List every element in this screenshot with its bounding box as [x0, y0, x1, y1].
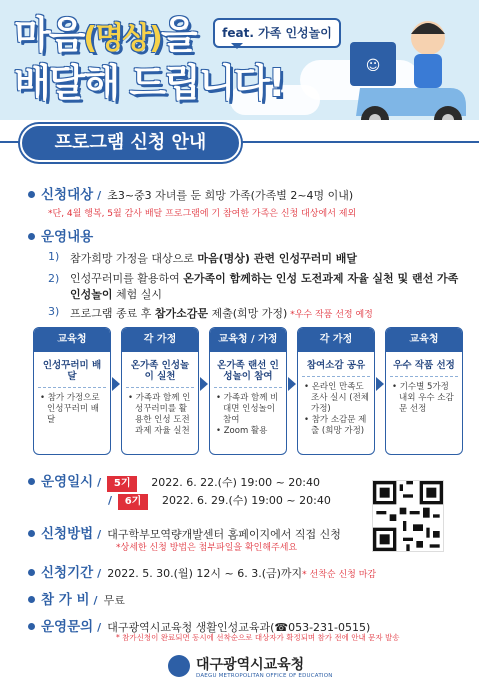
step-head: 교육청 — [386, 328, 462, 352]
qr-code[interactable] — [372, 480, 444, 552]
contents-item-2 — [48, 271, 468, 303]
schedule-row — [108, 492, 331, 510]
apply-target-note: *단, 4월 행복, 5월 감사 배달 프로그램에 기 참여한 가족은 신청 대상에서 제외 — [48, 209, 357, 219]
step-title: 인성꾸러미 배달 — [38, 352, 106, 388]
schedule-label: 운영일시 — [41, 474, 94, 490]
step-body-line: • 가족과 함께 비대면 인성놀이 참여 — [216, 393, 279, 425]
cohort-tag: 5기 — [107, 476, 137, 492]
bullet-icon — [28, 233, 35, 240]
fee-label: 참 가 비 — [41, 592, 90, 608]
step-body — [122, 388, 198, 437]
contents-row — [28, 225, 97, 245]
step-card-5 — [385, 327, 463, 455]
contents-item-1 — [48, 250, 448, 266]
step-head: 각 가정 — [122, 328, 198, 352]
bullet-icon — [28, 596, 35, 603]
step-body-line: • 기수별 5가정 내외 우수 소감문 선정 — [392, 382, 454, 414]
step-title: 우수 작품 선정 — [390, 352, 458, 377]
education-office-logo-icon — [168, 655, 190, 677]
cohort-tag: 6기 — [118, 494, 148, 510]
process-steps — [33, 327, 473, 455]
step-head: 교육청 — [34, 328, 110, 352]
item-text: 인성꾸러미를 활용하여 — [70, 272, 184, 285]
item-text: 프로그램 종료 후 — [70, 307, 155, 320]
item-number: 2) — [48, 272, 60, 285]
period-row — [28, 561, 376, 581]
step-title: 참여소감 공유 — [302, 352, 370, 377]
step-head: 교육청 / 가정 — [210, 328, 286, 352]
arrow-right-icon — [200, 377, 208, 391]
method-text: 대구학부모역량개발센터 홈페이지에서 직접 신청 — [107, 528, 341, 541]
item-bold-text: 온가족이 함께하는 인성 도전과제 자율 실천 및 랜선 가족 인성놀이 — [70, 272, 459, 301]
banner-title: 프로그램 신청 안내 — [54, 132, 207, 153]
bullet-icon — [28, 569, 35, 576]
step-body-line: • Zoom 활용 — [216, 426, 268, 436]
footer-org-english: DAEGU METROPOLITAN OFFICE OF EDUCATION — [196, 673, 333, 679]
period-note: * 선착순 신청 마감 — [302, 570, 377, 580]
period-text: 2022. 5. 30.(월) 12시 ~ 6. 3.(금)까지 — [107, 567, 303, 580]
method-note: *상세한 신청 방법은 첨부파일을 확인해주세요 — [116, 543, 298, 553]
period-label: 신청기간 — [41, 565, 94, 581]
separator: / — [97, 567, 102, 580]
section-banner — [20, 124, 241, 162]
method-row — [28, 522, 341, 542]
contents-label: 운영내용 — [41, 229, 94, 245]
item-text: 제출(희망 가정) — [208, 307, 288, 320]
step-body — [386, 377, 462, 415]
feat-speech-bubble: feat. 가족 인성놀이 — [213, 18, 341, 48]
item-number: 1) — [48, 250, 60, 263]
method-label: 신청방법 — [41, 526, 94, 542]
bullet-icon — [28, 623, 35, 630]
bullet-icon — [28, 191, 35, 198]
svg-text:☺: ☺ — [365, 58, 381, 74]
fee-row — [28, 588, 125, 608]
item-number: 3) — [48, 305, 60, 318]
footer-org-name: 대구광역시교육청 — [196, 657, 305, 673]
schedule-time: 2022. 6. 29.(수) 19:00 ~ 20:40 — [162, 494, 331, 507]
delivery-scooter-illustration — [340, 8, 479, 120]
step-body-line: • 참가 가정으로 인성꾸러미 배달 — [40, 393, 100, 425]
step-card-1 — [33, 327, 111, 455]
separator: / — [97, 189, 102, 202]
step-body — [298, 377, 374, 437]
hero-title-line2: 배달해 드립니다! — [14, 61, 284, 105]
arrow-right-icon — [112, 377, 120, 391]
schedule-time: 2022. 6. 22.(수) 19:00 ~ 20:40 — [151, 476, 320, 489]
schedule-row — [28, 470, 320, 492]
item-text: 체험 실시 — [112, 288, 163, 301]
step-title: 온가족 랜선 인성놀이 참여 — [214, 352, 282, 388]
fee-text: 무료 — [103, 594, 125, 607]
hero-title-line1: 마음(명상)을 — [14, 13, 196, 57]
step-card-4 — [297, 327, 375, 455]
separator: / — [97, 476, 102, 489]
contact-label: 운영문의 — [41, 619, 94, 635]
item-bold-text: 마음(명상) 관련 인성꾸러미 배달 — [197, 252, 358, 265]
hero-banner — [0, 0, 479, 120]
contact-note: * 참가신청이 완료되면 동시에 선착순으로 대상자가 확정되며 참가 전에 안내 문자 발송 — [116, 633, 400, 642]
apply-target-row — [28, 183, 353, 203]
contents-item-3 — [48, 305, 468, 321]
step-body-line: • 참가 소감문 제출 (희망 가정) — [304, 415, 367, 436]
item-bold-text: 참가소감문 — [154, 307, 209, 320]
step-body — [210, 388, 286, 437]
step-card-2 — [121, 327, 199, 455]
step-card-3 — [209, 327, 287, 455]
bullet-icon — [28, 478, 35, 485]
separator: / — [93, 594, 98, 607]
apply-target-text: 초3~중3 자녀를 둔 희망 가족(가족별 2~4명 이내) — [107, 189, 354, 202]
bullet-icon — [28, 530, 35, 537]
separator: / — [108, 494, 113, 507]
apply-target-label: 신청대상 — [41, 187, 94, 203]
item-text: 참가희망 가정을 대상으로 — [70, 252, 198, 265]
step-body-line: • 온라인 만족도 조사 실시 (전체 가정) — [304, 382, 369, 414]
item-note: *우수 작품 선정 예정 — [287, 310, 373, 320]
step-body — [34, 388, 110, 426]
arrow-right-icon — [288, 377, 296, 391]
step-head: 각 가정 — [298, 328, 374, 352]
separator: / — [97, 528, 102, 541]
contact-text: 대구광역시교육청 생활인성교육과(☎053-231-0515) — [107, 621, 371, 634]
step-body-line: • 가족과 함께 인성꾸러미를 활용한 인성 도전과제 자율 실천 — [128, 393, 191, 436]
step-title: 온가족 인성놀이 실천 — [126, 352, 194, 388]
arrow-right-icon — [376, 377, 384, 391]
separator: / — [97, 621, 102, 634]
